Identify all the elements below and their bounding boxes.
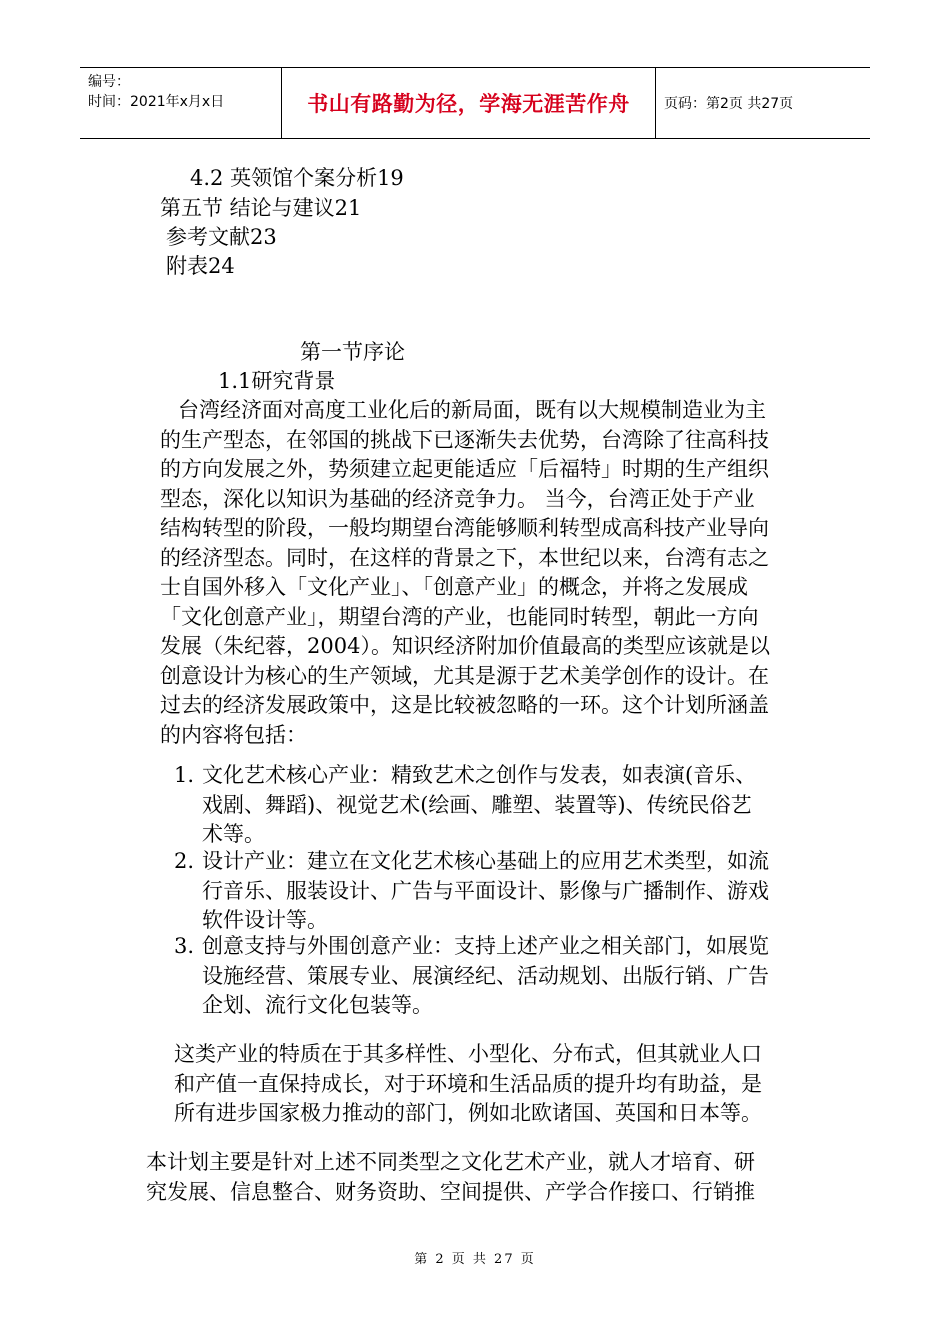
- paragraph-plan: [146, 1148, 755, 1207]
- paragraph-line: 的经济型态。同时，在这样的背景之下，本世纪以来，台湾有志之: [160, 545, 769, 570]
- toc-entry: 附表24: [166, 254, 235, 278]
- paragraph-background: [160, 396, 770, 750]
- list-line: 软件设计等。: [202, 908, 328, 932]
- list-line: 术等。: [202, 822, 265, 846]
- list-number: 3.: [174, 934, 195, 958]
- header-meta: [80, 68, 282, 138]
- paragraph-line: 所有进步国家极力推动的部门，例如北欧诸国、英国和日本等。: [174, 1101, 762, 1125]
- page-footer: 第 2 页 共 27 页: [414, 1252, 536, 1267]
- list-line: 设计产业：建立在文化艺术核心基础上的应用艺术类型，如流: [202, 849, 769, 873]
- paragraph-line: 和产值一直保持成长，对于环境和生活品质的提升均有助益，是: [174, 1071, 762, 1096]
- paragraph-line: 台湾经济面对高度工业化后的新局面，既有以大规模制造业为主: [178, 398, 766, 422]
- paragraph-line: 的生产型态，在邻国的挑战下已逐渐失去优势，台湾除了往高科技: [160, 427, 769, 452]
- list-line: 创意支持与外围创意产业：支持上述产业之相关部门，如展览: [202, 934, 769, 958]
- paragraph-line: 这类产业的特质在于其多样性、小型化、分布式，但其就业人口: [174, 1042, 762, 1066]
- paragraph-characteristics: [174, 1040, 762, 1129]
- list-number: 1.: [174, 763, 195, 787]
- list-line: 设施经营、策展专业、展演经纪、活动规划、出版行销、广告: [202, 963, 769, 988]
- section-title: 第一节序论: [300, 340, 405, 364]
- subsection-title: 1.1研究背景: [218, 369, 336, 393]
- toc-entry: 参考文献23: [166, 225, 277, 249]
- paragraph-line: 的方向发展之外，势须建立起更能适应「后福特」时期的生产组织: [160, 457, 769, 481]
- list-line: 企划、流行文化包装等。: [202, 993, 433, 1017]
- time-label: 时间：2021年x月x日: [88, 94, 225, 110]
- paragraph-line: 士自国外移入「文化产业」、「创意产业」的概念，并将之发展成: [160, 575, 748, 599]
- page-header: [80, 67, 870, 139]
- list-line: 文化艺术核心产业：精致艺术之创作与发表，如表演(音乐、: [202, 763, 757, 787]
- list-line: 行音乐、服装设计、广告与平面设计、影像与广播制作、游戏: [202, 878, 769, 903]
- header-motto: 书山有路勤为径，学海无涯苦作舟: [282, 68, 656, 138]
- paragraph-line: 的内容将包括：: [160, 722, 307, 747]
- header-page-info: 页码：第2页 共27页: [664, 96, 794, 112]
- paragraph-line: 过去的经济发展政策中，这是比较被忽略的一环。这个计划所涵盖: [160, 693, 769, 717]
- paragraph-line: 「文化创意产业」，期望台湾的产业，也能同时转型，朝此一方向: [160, 604, 759, 629]
- serial-label: 编号：: [88, 74, 130, 90]
- toc-entry: 4.2 英领馆个案分析19: [190, 166, 404, 190]
- paragraph-line: 发展（朱纪蓉，2004）。知识经济附加价值最高的类型应该就是以: [160, 634, 770, 658]
- paragraph-line: 本计划主要是针对上述不同类型之文化艺术产业，就人才培育、研: [146, 1150, 755, 1174]
- list-number: 2.: [174, 849, 195, 873]
- list-line: 戏剧、舞蹈)、视觉艺术(绘画、雕塑、装置等)、传统民俗艺: [202, 792, 752, 817]
- toc-entry: 第五节 结论与建议21: [160, 196, 362, 220]
- paragraph-line: 型态，深化以知识为基础的经济竞争力。 当今，台湾正处于产业: [160, 486, 755, 511]
- paragraph-line: 究发展、信息整合、财务资助、空间提供、产学合作接口、行销推: [146, 1179, 755, 1204]
- paragraph-line: 结构转型的阶段，一般均期望台湾能够顺利转型成高科技产业导向: [160, 516, 769, 540]
- paragraph-line: 创意设计为核心的生产领域，尤其是源于艺术美学创作的设计。在: [160, 663, 769, 688]
